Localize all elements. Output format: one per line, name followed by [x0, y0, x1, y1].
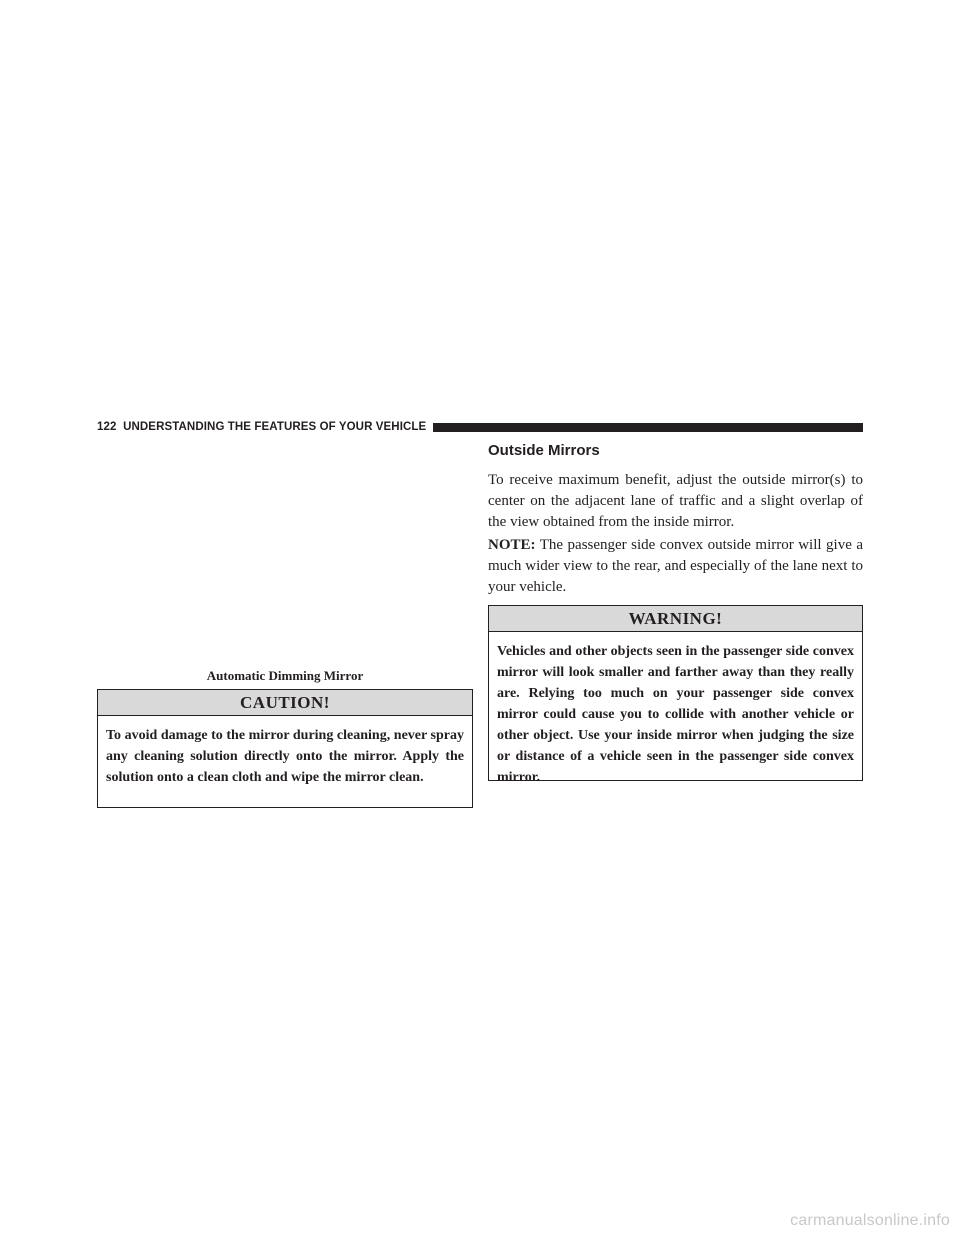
outside-mirrors-paragraph: To receive maximum benefit, adjust the outside mirror(s) to center on the adjacent lane of traffic and a slight overlap of the view obtained from the inside mirror.	[488, 472, 863, 530]
caution-box	[97, 689, 473, 808]
note-paragraph	[488, 535, 863, 598]
note-text: The passenger side convex outside mirror will give a much wider view to the rear, and especially of the lane next to your vehicle.	[488, 537, 863, 595]
page-number: 122	[97, 421, 117, 433]
caution-body: To avoid damage to the mirror during cleaning, never spray any cleaning solution directly onto the mirror. Apply the solution onto a clean cloth and wipe the mirror clean.	[106, 728, 464, 785]
figure-area	[97, 440, 473, 665]
section-heading: Outside Mirrors	[488, 442, 600, 459]
page-header-text	[97, 421, 426, 433]
warning-title: WARNING!	[489, 606, 862, 632]
caution-title: CAUTION!	[98, 690, 472, 716]
warning-body: Vehicles and other objects seen in the passenger side convex mirror will look smaller and farther away than they really are. Relying too much on your passenger side convex mirror could cause you to collide with another vehicle or other object. Use your inside mirror when judging the size or distance of a vehicle seen in the passenger side convex mirror.	[497, 644, 854, 785]
header-rule	[433, 423, 863, 432]
warning-box	[488, 605, 863, 785]
section-title: UNDERSTANDING THE FEATURES OF YOUR VEHICLE	[123, 421, 427, 433]
figure-caption: Automatic Dimming Mirror	[206, 668, 364, 683]
note-label: NOTE:	[488, 537, 536, 553]
watermark: carmanualsonline.info	[790, 1212, 950, 1229]
page-header	[97, 418, 863, 436]
